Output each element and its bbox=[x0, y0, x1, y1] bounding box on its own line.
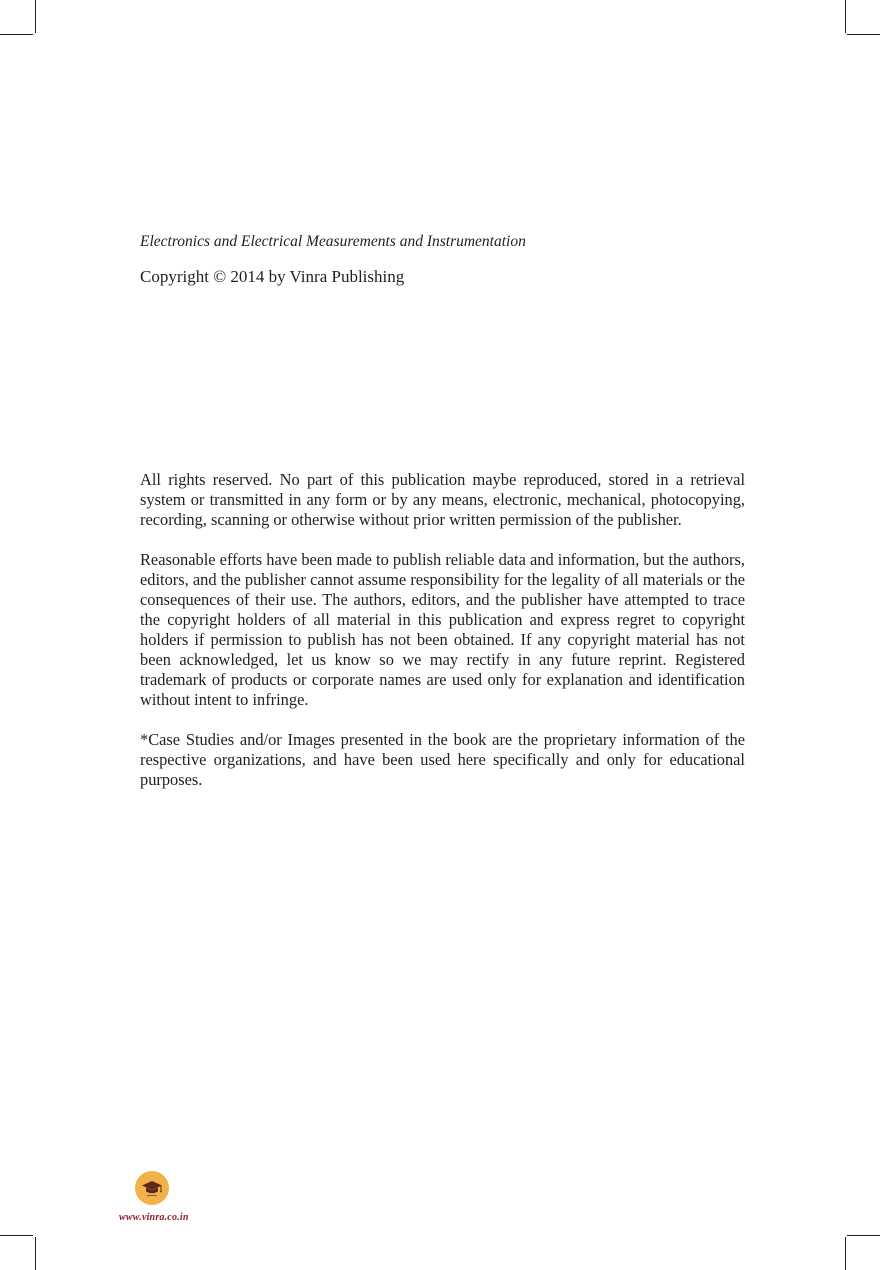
crop-mark-top-left-horizontal bbox=[0, 34, 33, 35]
crop-mark-bottom-left-horizontal bbox=[0, 1235, 33, 1236]
case-studies-paragraph: *Case Studies and/or Images presented in the book are the proprietary information of the respective organizations, and have been used here specifically and only for educational purposes. bbox=[140, 730, 745, 789]
crop-mark-bottom-left-vertical bbox=[35, 1237, 36, 1270]
book-title: Electronics and Electrical Measurements and Instrumentation bbox=[140, 233, 526, 250]
copyright-line: Copyright © 2014 by Vinra Publishing bbox=[140, 267, 405, 286]
crop-mark-bottom-right-vertical bbox=[845, 1237, 846, 1270]
disclaimer-paragraph: Reasonable efforts have been made to publish reliable data and information, but the authors, editors, and the publisher cannot assume responsibility for the legality of all materials or the consequences of their use. The authors, editors, and the publisher have attempted to trace the copyright holders of all material in this publication and express regret to copyright holders if permission to publish has not been obtained. If any copyright material has not been acknowledged, let us know so we may rectify in any future reprint. Registered trademark of products or corporate names are used only for explanation and identification without intent to infringe. bbox=[140, 550, 745, 709]
rights-notice bbox=[140, 470, 745, 810]
crop-mark-top-left-vertical bbox=[35, 0, 36, 33]
crop-mark-bottom-right-horizontal bbox=[847, 1235, 880, 1236]
crop-mark-top-right-vertical bbox=[845, 0, 846, 33]
publisher-website: www.vinra.co.in bbox=[119, 1212, 189, 1223]
publisher-logo bbox=[135, 1171, 169, 1205]
rights-paragraph: All rights reserved. No part of this publication maybe reproduced, stored in a retrieval system or transmitted in any form or by any means, electronic, mechanical, photocopying, recording, scanning or otherwise without prior written permission of the publisher. bbox=[140, 470, 745, 529]
crop-mark-top-right-horizontal bbox=[847, 34, 880, 35]
graduation-cap-icon bbox=[135, 1171, 169, 1205]
